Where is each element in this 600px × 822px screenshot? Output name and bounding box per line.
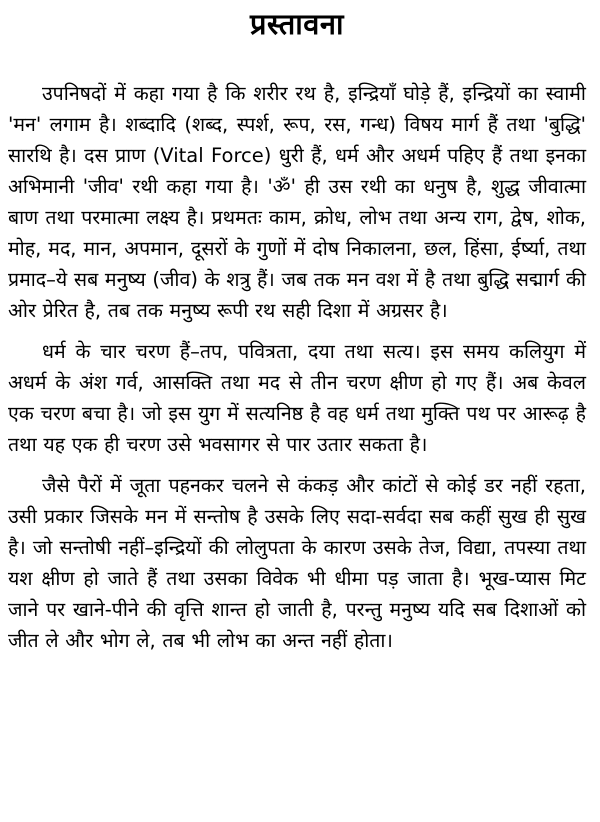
paragraph-1: उपनिषदों में कहा गया है कि शरीर रथ है, इन्द्रियाँ घोड़े हैं, इन्द्रियों का स्वामी 'मन' लगाम है। शब्दादि (शब्द, स्पर्श, रूप, रस, गन्ध) विषय मार्ग हैं तथा 'बुद्धि' सारथि है। दस प्राण (Vital Force) धुरी हैं, धर्म और अधर्म पहिए हैं तथा इनका अभिमानी 'जीव' रथी कहा गया है। 'ॐ' ही उस रथी का धनुष है, शुद्ध जीवात्मा बाण तथा परमात्मा लक्ष्य है। प्रथमतः काम, क्रोध, लोभ तथा अन्य राग, द्वेष, शोक, मोह, मद, मान, अपमान, दूसरों के गुणों में दोष निकालना, छल, हिंसा, ईर्ष्या, तथा प्रमाद–ये सब मनुष्य (जीव) के शत्रु हैं। जब तक मन वश में है तथा बुद्धि सद्मार्ग की ओर प्रेरित है, तब तक मनुष्य रूपी रथ सही दिशा में अग्रसर है। [8, 82, 586, 322]
paragraph-3: जैसे पैरों में जूता पहनकर चलने से कंकड़ और कांटों से कोई डर नहीं रहता, उसी प्रकार जिसके मन में सन्तोष है उसके लिए सदा-सर्वदा सब कहीं सुख ही सुख है। जो सन्तोषी नहीं–इन्द्रियों की लोलुपता के कारण उसके तेज, विद्या, तपस्या तथा यश क्षीण हो जाते हैं तथा उसका विवेक भी धीमा पड़ जाता है। भूख-प्यास मिट जाने पर खाने-पीने की वृत्ति शान्त हो जाती है, परन्तु मनुष्य यदि सब दिशाओं को जीत ले और भोग ले, तब भी लोभ का अन्त नहीं होता। [8, 474, 586, 652]
page-title: प्रस्तावना [249, 7, 345, 41]
paragraph-2: धर्म के चार चरण हैं–तप, पवित्रता, दया तथा सत्य। इस समय कलियुग में अधर्म के अंश गर्व, आसक्ति तथा मद से तीन चरण क्षीण हो गए हैं। अब केवल एक चरण बचा है। जो इस युग में सत्यनिष्ठ है वह धर्म तथा मुक्ति पथ पर आरूढ़ है तथा यह एक ही चरण उसे भवसागर से पार उतार सकता है। [8, 340, 586, 456]
